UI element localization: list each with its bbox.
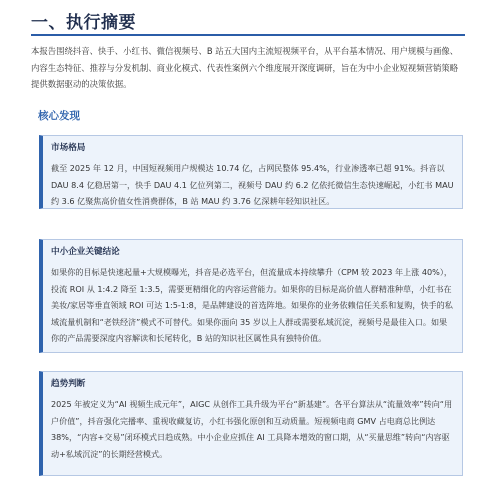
- page-title: 一、执行摘要: [31, 13, 136, 33]
- finding-box-title: 市场格局: [51, 143, 86, 153]
- finding-box-text: 如果你的目标是快速起量+大规模曝光，抖音是必选平台，但流量成本持续攀升（CPM 较 2023 年上涨 40%），投流 ROI 从 1:4.2 降至 1:3.5，需要更精细化的内容运营能力。如果你的目标是高价值人群精准种草，小红书在美妆/家居等垂直领域 ROI 可达 1:5-1:8，是品牌建设的首选阵地。如果你的业务依赖信任关系和复购，快手的私域流量机制和“老铁经济”模式不可替代。如果你面向 35 岁以上人群或需要私域沉淀，视频号是最佳入口。如果你的产品需要深度内容解读和长尾转化，B 站的知识社区属性具有独特价值。: [51, 267, 453, 343]
- intro-paragraph: 本报告围绕抖音、快手、小红书、微信视频号、B 站五大国内主流短视频平台，从平台基本情况、用户规模与画像、内容生态特征、推荐与分发机制、商业化模式、代表性案例六个维度展开深度调研，旨在为中小企业短视频营销策略提供数据驱动的决策依据。: [31, 46, 459, 89]
- finding-box-text: 截至 2025 年 12 月，中国短视频用户规模达 10.74 亿，占网民整体 95.4%，行业渗透率已超 91%。抖音以 DAU 8.4 亿稳居第一，快手 DAU 4.1 亿位列第二，视频号 DAU 约 6.2 亿依托微信生态快速崛起，小红书 MAU 约 3.6 亿聚焦高价值女性消费群体，B 站 MAU 约 3.76 亿深耕年轻知识社区。: [51, 163, 454, 206]
- finding-box-market: [39, 135, 463, 209]
- finding-box-title: 趋势判断: [51, 379, 86, 389]
- finding-box-title: 中小企业关键结论: [51, 247, 120, 257]
- finding-box-text: 2025 年被定义为“AI 视频生成元年”，AIGC 从创作工具升级为平台“新基建”。各平台算法从“流量效率”转向“用户价值”，抖音强化完播率、重视收藏复访，小红书强化原创和互动质量。短视频电商 GMV 占电商总比例达 38%，“内容+交易”闭环模式日趋成熟。中小企业应抓住 AI 工具降本增效的窗口期，从“买量思维”转向“内容驱动+私域沉淀”的长期经营模式。: [51, 399, 453, 459]
- finding-box-sme-conclusions: [39, 239, 463, 353]
- section-title: 核心发现: [38, 110, 80, 122]
- title-underline: [31, 34, 465, 36]
- finding-box-trends: [39, 371, 463, 476]
